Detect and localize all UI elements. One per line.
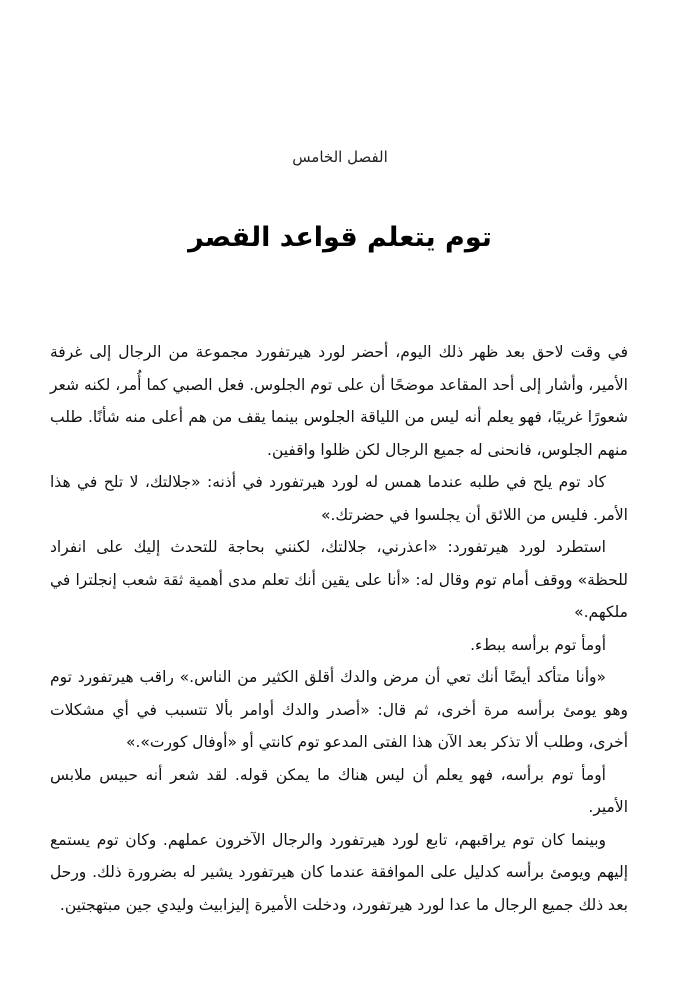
paragraph: كاد توم يلح في طلبه عندما همس له لورد هيرتفورد في أذنه: «جلالتك، لا تلح في هذا الأمر. فليس من اللائق أن يجلسوا في حضرتك.» (50, 473, 628, 524)
paragraph: أومأ توم برأسه ببطء. (470, 635, 606, 654)
chapter-title: توم يتعلم قواعد القصر (188, 222, 492, 254)
paragraph: استطرد لورد هيرتفورد: «اعذرني، جلالتك، لكنني بحاجة للتحدث إليك على انفراد للحظة» ووقف أمام توم وقال له: «أنا على يقين أنك تعلم مدى أهمية ثقة شعب إنجلترا في ملكهم.» (50, 538, 628, 621)
paragraph: وبينما كان توم يراقبهم، تابع لورد هيرتفورد والرجال الآخرون عملهم. وكان توم يستمع إليهم ويومئ برأسه كدليل على الموافقة عندما كان هيرتفورد يشير له بضرورة ذلك. ورحل بعد ذلك جميع الرجال ما عدا لورد هيرتفورد، ودخلت الأميرة إليزابيث وليدي جين مبتهجتين. (50, 830, 628, 914)
paragraph: أومأ توم برأسه، فهو يعلم أن ليس هناك ما يمكن قوله. لقد شعر أنه حبيس ملابس الأمير. (50, 765, 628, 816)
chapter-label: الفصل الخامس (292, 148, 388, 166)
paragraph: «وأنا متأكد أيضًا أنك تعي أن مرض والدك أقلق الكثير من الناس.» راقب هيرتفورد توم وهو يومئ برأسه مرة أخرى، ثم قال: «أصدر والدك أوامر بألا تتسبب في أي مشكلات أخرى، وطلب ألا تذكر بعد الآن هذا الفتى المدعو توم كانتي أو «أوفال كورت».» (50, 668, 628, 751)
paragraph: في وقت لاحق بعد ظهر ذلك اليوم، أحضر لورد هيرتفورد مجموعة من الرجال إلى غرفة الأمير، وأشار إلى أحد المقاعد موضحًا أن على توم الجلوس. فعل الصبي كما أُمر، لكنه شعر شعورًا غريبًا، فهو يعلم أنه ليس من اللياقة الجلوس بينما يقف من هم أعلى منه شأنًا. طلب منهم الجلوس، فانحنى له جميع الرجال لكن ظلوا واقفين. (50, 343, 628, 459)
chapter-body (50, 336, 628, 921)
